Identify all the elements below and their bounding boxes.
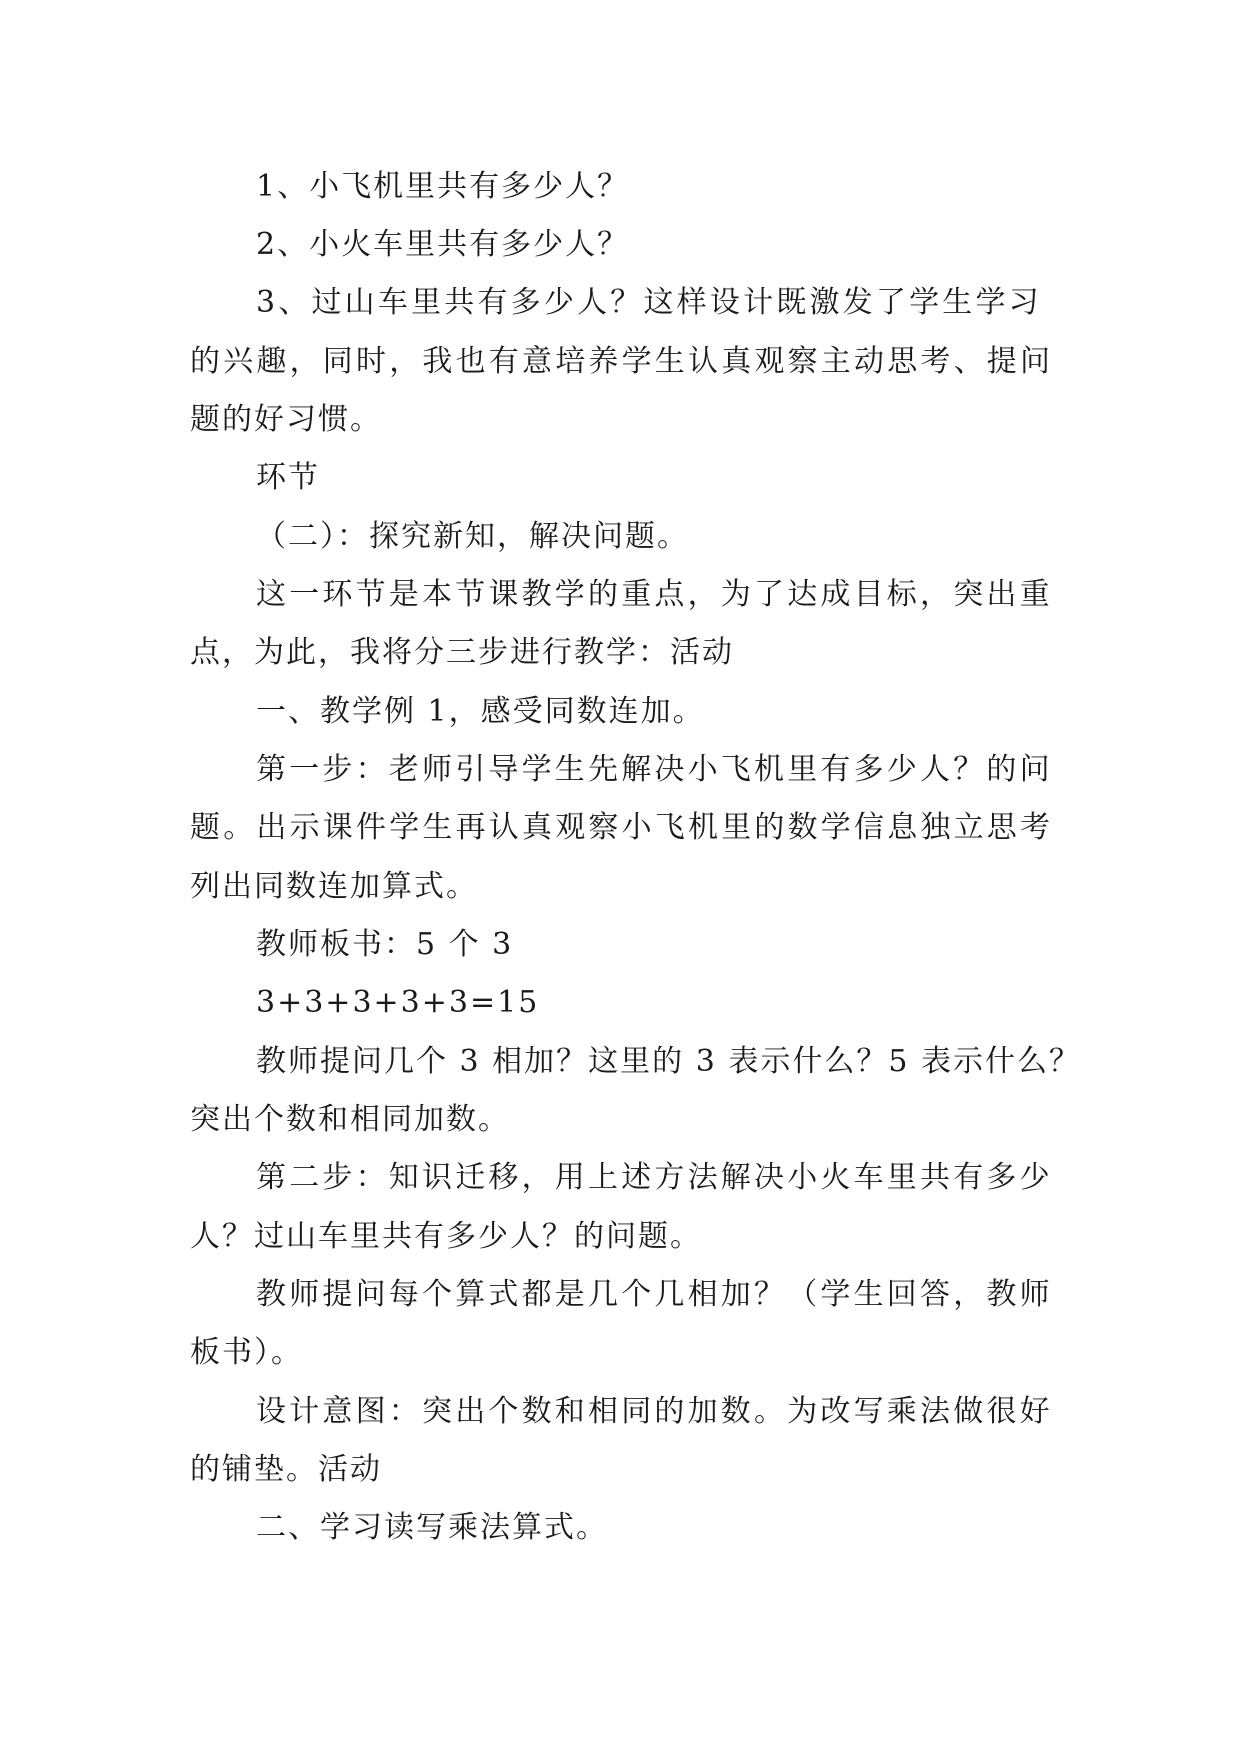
text-line: 板书）。 [190,1335,303,1370]
text-line: 3、过山车里共有多少人？这样设计既激发了学生学习 [256,285,1042,320]
text-line: 设计意图：突出个数和相同的加数。为改写乘法做很好 [256,1394,1053,1429]
section-heading: 环节 [256,460,320,495]
text-line: 突出个数和相同加数。 [190,1102,510,1137]
section-subheading: （二）：探究新知，解决问题。 [256,519,689,554]
text-line: 教师板书：5 个 3 [256,927,514,962]
text-line: 教师提问每个算式都是几个几相加？（学生回答，教师 [256,1277,1053,1312]
text-line: 1、小飞机里共有多少人？ [256,169,630,204]
text-line: 第一步：老师引导学生先解决小飞机里有多少人？的问 [256,752,1053,787]
text-line: 二、学习读写乘法算式。 [256,1510,608,1545]
text-line: 题的好习惯。 [190,402,382,437]
text-line: 人？过山车里共有多少人？的问题。 [190,1219,702,1254]
equation-line: 3+3+3+3+3=15 [256,985,540,1020]
text-line: 点，为此，我将分三步进行教学：活动 [190,635,734,670]
text-line: 的兴趣，同时，我也有意培养学生认真观察主动思考、提问 [190,344,1054,379]
text-line: 教师提问几个 3 相加？这里的 3 表示什么？5 表示什么？ [256,1044,1081,1079]
text-line: 列出同数连加算式。 [190,869,478,904]
text-line: 这一环节是本节课教学的重点，为了达成目标，突出重 [256,577,1053,612]
text-line: 2、小火车里共有多少人？ [256,227,630,262]
text-line: 一、教学例 1，感受同数连加。 [256,694,705,729]
text-line: 第二步：知识迁移，用上述方法解决小火车里共有多少 [256,1160,1053,1195]
text-line: 的铺垫。活动 [190,1452,382,1487]
text-line: 题。出示课件学生再认真观察小飞机里的数学信息独立思考 [190,810,1054,845]
